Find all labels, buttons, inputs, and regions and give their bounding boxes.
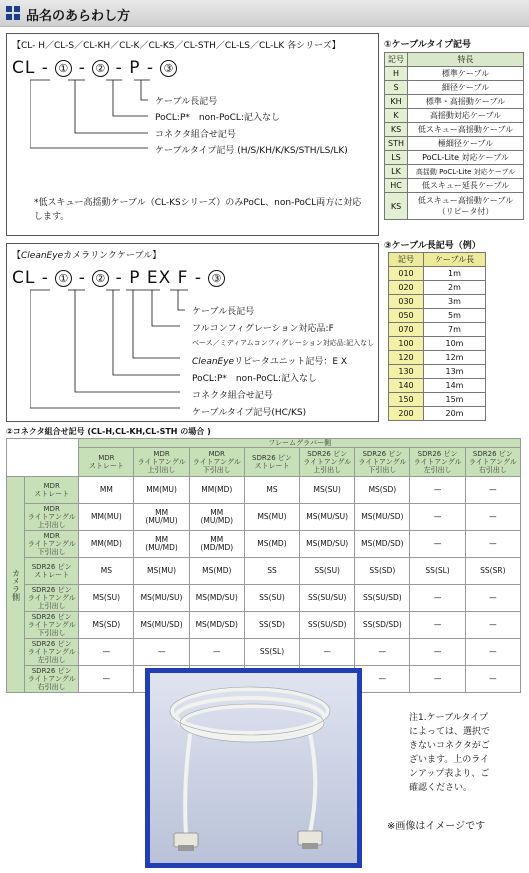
code-part-ex: EX bbox=[146, 268, 172, 288]
code-part-2: ② bbox=[92, 270, 109, 287]
col-header: SDR26 ピン ライトアングル 上引出し bbox=[300, 448, 355, 477]
type-desc: 細径ケーブル bbox=[408, 81, 524, 95]
type-desc: 低スキュー高揺動ケーブル bbox=[408, 123, 524, 137]
table-cell: MS(MU/SU) bbox=[134, 585, 189, 612]
table-cell: SS(SU) bbox=[244, 585, 299, 612]
col-header: SDR26 ピン ストレート bbox=[244, 448, 299, 477]
table-cell: — bbox=[410, 666, 465, 693]
header-feature: 特長 bbox=[408, 53, 524, 67]
table-cell: MS(MU/SU) bbox=[300, 504, 355, 531]
table-cell: MM(MU) bbox=[134, 477, 189, 504]
col-header: MDR ライトアングル 下引出し bbox=[189, 448, 244, 477]
table-cell: SS bbox=[244, 558, 299, 585]
camera-side-label: カメラ側 bbox=[7, 477, 25, 693]
callout-type-2: ケーブルタイプ記号(HC/KS) bbox=[192, 408, 307, 418]
length-code: 120 bbox=[389, 351, 424, 365]
length-value: 15m bbox=[424, 393, 486, 407]
col-header: MDR ストレート bbox=[79, 448, 134, 477]
table-row bbox=[7, 585, 521, 612]
type-code: KS bbox=[385, 193, 408, 220]
callout-lines-2 bbox=[30, 288, 210, 413]
header-code: 記号 bbox=[389, 253, 424, 267]
col-header: SDR26 ピン ライトアングル 左引出し bbox=[410, 448, 465, 477]
type-code: K bbox=[385, 109, 408, 123]
callout-repeater bbox=[192, 354, 347, 367]
table-cell: SS(SU/SD) bbox=[300, 612, 355, 639]
connector-table bbox=[6, 438, 521, 693]
table-cell: MM (MU/MD) bbox=[134, 531, 189, 558]
table-cell: MM(MD) bbox=[189, 477, 244, 504]
callout-full-config: フルコンフィグレーション対応品:F bbox=[192, 324, 334, 334]
code-part-f: F bbox=[177, 268, 189, 288]
row-header: SDR26 ピン ライトアングル 下引出し bbox=[25, 612, 79, 639]
table-row bbox=[7, 639, 521, 666]
table-cell: — bbox=[410, 477, 465, 504]
row-header: MDR ライトアングル 下引出し bbox=[25, 531, 79, 558]
col-header: SDR26 ピン ライトアングル 右引出し bbox=[465, 448, 520, 477]
table-cell: MS bbox=[79, 558, 134, 585]
model-code bbox=[12, 58, 177, 78]
code-part-1: ① bbox=[55, 60, 72, 77]
code-prefix: CL - bbox=[12, 58, 49, 78]
callout-length-2: ケーブル長記号 bbox=[192, 307, 255, 317]
table-cell: — bbox=[465, 639, 520, 666]
table-cell: — bbox=[410, 531, 465, 558]
table-row bbox=[7, 612, 521, 639]
type-desc: 低スキュー延長ケーブル bbox=[408, 179, 524, 193]
table-cell: MS(MU) bbox=[134, 558, 189, 585]
row-header: MDR ライトアングル 上引出し bbox=[25, 504, 79, 531]
length-code: 200 bbox=[389, 407, 424, 421]
note-ks: *低スキュー高揺動ケーブル（CL-KSシリーズ）のみPoCL、non-PoCL両方に対応します。 bbox=[34, 198, 362, 222]
type-desc: 高揺動 PoCL-Lite 対応ケーブル bbox=[408, 165, 524, 179]
dash: - bbox=[115, 268, 123, 288]
length-value: 14m bbox=[424, 379, 486, 393]
series-label-2 bbox=[12, 248, 161, 261]
table-cell: MS(SU) bbox=[300, 477, 355, 504]
table-row bbox=[7, 504, 521, 531]
table-cell: MM(MU) bbox=[79, 504, 134, 531]
brand-name: CleanEye bbox=[21, 251, 64, 261]
callout-pocl-2: PoCL:P* non-PoCL:記入なし bbox=[192, 374, 317, 384]
type-code: KH bbox=[385, 95, 408, 109]
repeater-text: リピータユニット記号：E X bbox=[234, 357, 348, 367]
length-value: 10m bbox=[424, 337, 486, 351]
table-cell: — bbox=[300, 639, 355, 666]
type-desc: 標準・高揺動ケーブル bbox=[408, 95, 524, 109]
grid-icon bbox=[6, 6, 20, 20]
type-desc: 高揺動対応ケーブル bbox=[408, 109, 524, 123]
type-code: H bbox=[385, 67, 408, 81]
table-cell: MM(MD) bbox=[79, 531, 134, 558]
table-cell: MM (MU/MD) bbox=[189, 504, 244, 531]
table-cell: MS(MU/SD) bbox=[355, 504, 410, 531]
length-code: 100 bbox=[389, 337, 424, 351]
table-cell: MM (MD/MD) bbox=[189, 531, 244, 558]
code-part-1: ① bbox=[55, 270, 72, 287]
length-value: 1m bbox=[424, 267, 486, 281]
length-code: 070 bbox=[389, 323, 424, 337]
type-desc: PoCL-Lite 対応ケーブル bbox=[408, 151, 524, 165]
table-cell: SS(SD/SD) bbox=[355, 612, 410, 639]
length-value: 13m bbox=[424, 365, 486, 379]
table-cell: — bbox=[355, 666, 410, 693]
table-cell: — bbox=[189, 639, 244, 666]
length-value: 12m bbox=[424, 351, 486, 365]
table-cell: — bbox=[355, 639, 410, 666]
model-code-2 bbox=[12, 268, 225, 288]
table-cell: MS(SU) bbox=[79, 585, 134, 612]
type-code: S bbox=[385, 81, 408, 95]
code-prefix: CL - bbox=[12, 268, 49, 288]
table-cell: — bbox=[410, 639, 465, 666]
col-header: MDR ライトアングル 上引出し bbox=[134, 448, 189, 477]
code-part-3: ③ bbox=[208, 270, 225, 287]
callout-pocl: PoCL:P* non-PoCL:記入なし bbox=[155, 113, 280, 123]
table-cell: MS bbox=[244, 477, 299, 504]
cable-illustration bbox=[150, 673, 357, 863]
row-header: MDR ストレート bbox=[25, 477, 79, 504]
code-part-3: ③ bbox=[160, 60, 177, 77]
length-code: 020 bbox=[389, 281, 424, 295]
length-value: 2m bbox=[424, 281, 486, 295]
length-code: 050 bbox=[389, 309, 424, 323]
code-part-p: P bbox=[129, 268, 141, 288]
length-value: 5m bbox=[424, 309, 486, 323]
table-cell: MM (MU/MU) bbox=[134, 504, 189, 531]
table-cell: MS(MD/SU) bbox=[300, 531, 355, 558]
connector-table-title: ②コネクタ組合せ記号 (CL-H,CL-KH,CL-STH の場合 ) bbox=[6, 427, 211, 436]
dash: - bbox=[115, 58, 123, 78]
table-cell: — bbox=[79, 666, 134, 693]
dash: - bbox=[78, 58, 86, 78]
type-code: LK bbox=[385, 165, 408, 179]
table-cell: MS(MD) bbox=[189, 558, 244, 585]
type-code: STH bbox=[385, 137, 408, 151]
dash: - bbox=[146, 58, 155, 78]
type-table-title: ①ケーブルタイプ記号 bbox=[384, 40, 472, 50]
header-code: 記号 bbox=[385, 53, 408, 67]
table-cell: MM bbox=[79, 477, 134, 504]
table-cell: — bbox=[134, 639, 189, 666]
row-header: SDR26 ピン ストレート bbox=[25, 558, 79, 585]
type-desc: 極細径ケーブル bbox=[408, 137, 524, 151]
image-note: ※画像はイメージです bbox=[387, 821, 486, 832]
page-title: 品名のあらわし方 bbox=[26, 9, 131, 24]
callout-length: ケーブル長記号 bbox=[155, 97, 218, 107]
row-header: SDR26 ピン ライトアングル 左引出し bbox=[25, 639, 79, 666]
corner-cell bbox=[7, 439, 79, 477]
table-cell: SS(SR) bbox=[465, 558, 520, 585]
length-code: 010 bbox=[389, 267, 424, 281]
dash: - bbox=[194, 268, 202, 288]
table-cell: — bbox=[465, 585, 520, 612]
table-cell: — bbox=[410, 585, 465, 612]
frame-grabber-label: フレームグラバー側 bbox=[79, 439, 521, 448]
table-cell: — bbox=[465, 612, 520, 639]
table-cell: SS(SD) bbox=[355, 558, 410, 585]
table-cell: SS(SL) bbox=[410, 558, 465, 585]
table-cell: MS(MD/SU) bbox=[189, 585, 244, 612]
table-row bbox=[7, 558, 521, 585]
type-code: HC bbox=[385, 179, 408, 193]
header-length: ケーブル長 bbox=[424, 253, 486, 267]
table-cell: MS(SD) bbox=[79, 612, 134, 639]
type-code: KS bbox=[385, 123, 408, 137]
bracket: 【 bbox=[12, 251, 22, 261]
product-photo bbox=[150, 673, 357, 863]
table-cell: MS(MD) bbox=[244, 531, 299, 558]
length-table bbox=[388, 252, 486, 421]
length-value: 7m bbox=[424, 323, 486, 337]
length-table-title: ③ケーブル長記号（例） bbox=[384, 241, 481, 251]
table-row bbox=[7, 531, 521, 558]
table-row bbox=[7, 477, 521, 504]
code-part-2: ② bbox=[92, 60, 109, 77]
type-code: LS bbox=[385, 151, 408, 165]
table-cell: — bbox=[465, 477, 520, 504]
series-label: 【CL- H／CL-S／CL-KH／CL-K／CL-KS／CL-STH／CL-LS／CL-LK 各シリーズ】 bbox=[12, 41, 341, 51]
length-code: 130 bbox=[389, 365, 424, 379]
table-cell: — bbox=[465, 531, 520, 558]
table-cell: — bbox=[465, 504, 520, 531]
callout-base-config: ベース／ミディアムコンフィグレーション対応品:記入なし bbox=[192, 339, 375, 347]
callout-lines bbox=[30, 78, 170, 158]
table-cell: MS(MD/SD) bbox=[355, 531, 410, 558]
length-code: 140 bbox=[389, 379, 424, 393]
table-cell: SS(SU) bbox=[300, 558, 355, 585]
table-cell: SS(SL) bbox=[244, 639, 299, 666]
type-desc: 低スキュー高揺動ケーブル （リピータ付） bbox=[408, 193, 524, 220]
callout-type: ケーブルタイプ記号 (H/S/KH/K/KS/STH/LS/LK) bbox=[155, 146, 348, 156]
col-header: SDR26 ピン ライトアングル 下引出し bbox=[355, 448, 410, 477]
table-cell: — bbox=[465, 666, 520, 693]
brand-name: CleanEye bbox=[192, 357, 235, 367]
code-part-p: P bbox=[129, 58, 141, 78]
type-table bbox=[384, 52, 524, 220]
callout-connector-2: コネクタ組合せ記号 bbox=[192, 391, 273, 401]
table-cell: — bbox=[79, 639, 134, 666]
table-cell: SS(SU/SU) bbox=[300, 585, 355, 612]
row-header: SDR26 ピン ライトアングル 右引出し bbox=[25, 666, 79, 693]
table-cell: SS(SU/SD) bbox=[355, 585, 410, 612]
table-cell: MS(MD/SD) bbox=[189, 612, 244, 639]
length-code: 030 bbox=[389, 295, 424, 309]
row-header: SDR26 ピン ライトアングル 上引出し bbox=[25, 585, 79, 612]
length-code: 150 bbox=[389, 393, 424, 407]
table-cell: SS(SD) bbox=[244, 612, 299, 639]
length-value: 20m bbox=[424, 407, 486, 421]
type-desc: 標準ケーブル bbox=[408, 67, 524, 81]
series-rest: カメラリンクケーブル】 bbox=[63, 251, 162, 261]
lineup-note: 注1.ケーブルタイプによっては、選択できないコネクタがございます。上のラインアップ表より、ご確認ください。 bbox=[409, 713, 491, 793]
table-cell: — bbox=[410, 612, 465, 639]
table-cell: MS(MU/SD) bbox=[134, 612, 189, 639]
table-cell: MS(SD) bbox=[355, 477, 410, 504]
table-cell: MS(MU) bbox=[244, 504, 299, 531]
dash: - bbox=[78, 268, 86, 288]
table-cell: — bbox=[410, 504, 465, 531]
callout-connector: コネクタ組合せ記号 bbox=[155, 130, 236, 140]
length-value: 3m bbox=[424, 295, 486, 309]
